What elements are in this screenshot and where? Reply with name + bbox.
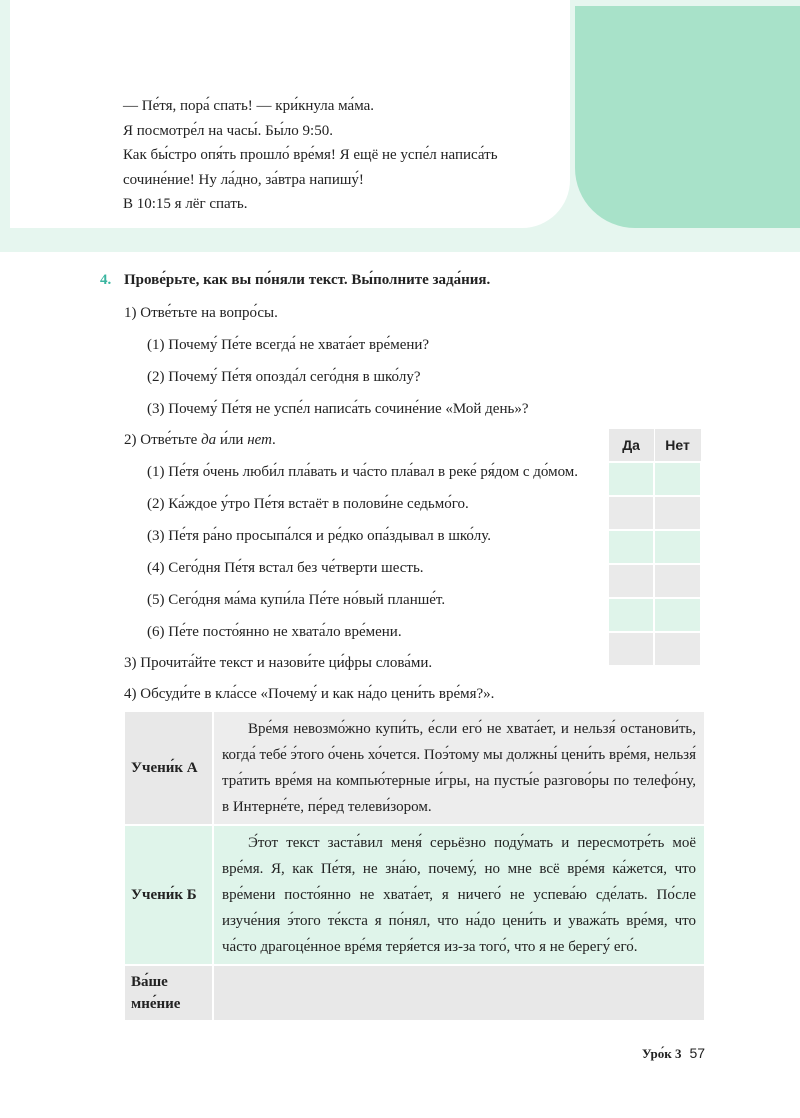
answer-cell-no[interactable] [654, 462, 701, 496]
question-2-item: (3) Пе́тя ра́но просыпа́лся и ре́дко опа́здывал в шко́лу. [147, 528, 491, 544]
story-line: сочине́ние! Ну ла́дно, за́втра напишу́! [123, 171, 364, 188]
question-2-label [124, 432, 276, 449]
task-number: 4. [100, 272, 112, 288]
answer-cell-no[interactable] [654, 632, 701, 666]
question-1-label: 1) Отве́тьте на вопро́сы. [124, 305, 278, 321]
answer-cell-yes[interactable] [608, 632, 654, 666]
q2-label-text: 2) Отве́тьте [124, 432, 202, 448]
answer-cell-no[interactable] [654, 496, 701, 530]
answer-cell-yes[interactable] [608, 496, 654, 530]
story-line: В 10:15 я лёг спать. [123, 196, 248, 212]
speaker-label: Учени́к А [124, 711, 213, 825]
task-title: Прове́рьте, как вы по́няли текст. Вы́полните зада́ния. [124, 272, 491, 288]
page-number: 57 [689, 1045, 706, 1061]
page-footer [642, 1045, 705, 1062]
q2-label-text: . [271, 432, 276, 448]
question-1-item: (2) Почему́ Пе́тя опозда́л сего́дня в шко́лу? [147, 369, 421, 385]
lesson-label: Уро́к 3 [642, 1046, 682, 1061]
your-opinion-field[interactable] [213, 965, 705, 1021]
answer-cell-yes[interactable] [608, 598, 654, 632]
question-4-label: 4) Обсуди́те в кла́ссе «Почему́ и как на́до цени́ть вре́мя?». [124, 686, 495, 702]
story-line: — Пе́тя, пора́ спать! — кри́кнула ма́ма. [123, 98, 374, 114]
answer-cell-no[interactable] [654, 598, 701, 632]
question-2-item: (2) Ка́ждое у́тро Пе́тя встаёт в полови́не седьмо́го. [147, 496, 469, 512]
task-heading [100, 272, 490, 289]
answer-cell-yes[interactable] [608, 462, 654, 496]
story-line: Я посмотре́л на часы́. Бы́ло 9:50. [123, 122, 333, 139]
question-1-item: (1) Почему́ Пе́те всегда́ не хвата́ет вре́мени? [147, 337, 430, 353]
answer-cell-no[interactable] [654, 564, 701, 598]
discussion-row [124, 965, 705, 1021]
question-2-item: (5) Сего́дня ма́ма купи́ла Пе́те но́вый планше́т. [147, 592, 446, 608]
answer-cell-yes[interactable] [608, 530, 654, 564]
no-header: Нет [654, 429, 701, 463]
q2-label-da: да [201, 432, 217, 448]
corner-decor [575, 6, 800, 228]
answer-cell-no[interactable] [654, 530, 701, 564]
discussion-row [124, 711, 705, 825]
question-2-item: (1) Пе́тя о́чень люби́л пла́вать и ча́сто пла́вал в реке́ ря́дом с до́мом. [147, 464, 579, 480]
speaker-label: Учени́к Б [124, 825, 213, 965]
question-1-item: (3) Почему́ Пе́тя не успе́л написа́ть сочине́ние «Мой день»? [147, 401, 529, 417]
story-line: Как бы́стро опя́ть прошло́ вре́мя! Я ещё не успе́л написа́ть [123, 147, 498, 163]
discussion-table [123, 710, 706, 1022]
opinion-text: Вре́мя невозмо́жно купи́ть, е́сли его́ не хвата́ет, и нельзя́ останови́ть, когда́ тебе́ э́того о́чень хо́чется. Поэ́тому мы должны́ цени́ть вре́мя, нельзя́ тра́тить вре́мя на компью́терные и́гры, на пусты́е разгово́ры по телефо́ну, в Интерне́те, пе́ред телеви́зором. [213, 711, 705, 825]
story-text [123, 94, 563, 217]
discussion-row [124, 825, 705, 965]
speaker-label: Ва́ше мне́ние [124, 965, 213, 1021]
question-2-item: (4) Сего́дня Пе́тя встал без че́тверти шесть. [147, 560, 424, 576]
opinion-text: Э́тот текст заста́вил меня́ серьёзно поду́мать и пересмотре́ть моё вре́мя. Я, как Пе́тя, не зна́ю, почему́, но мне всё вре́мя ка́жется, что вре́мени посто́янно не хвата́ет, я ничего́ не успева́ю сде́лать. По́сле изуче́ния э́того те́кста я по́нял, что на́до цени́ть и уважа́ть вре́мя, что ча́сто драгоце́нное вре́мя теря́ется из-за того́, что я не берегу́ его́. [213, 825, 705, 965]
answer-cell-yes[interactable] [608, 564, 654, 598]
question-2-item: (6) Пе́те посто́янно не хвата́ло вре́мени. [147, 624, 402, 640]
question-3-label: 3) Прочита́йте текст и назови́те ци́фры слова́ми. [124, 655, 433, 671]
q2-label-text: и́ли [216, 432, 248, 448]
yes-no-table [607, 428, 702, 667]
q2-label-net: нет [247, 432, 272, 448]
yes-header: Да [608, 429, 654, 463]
